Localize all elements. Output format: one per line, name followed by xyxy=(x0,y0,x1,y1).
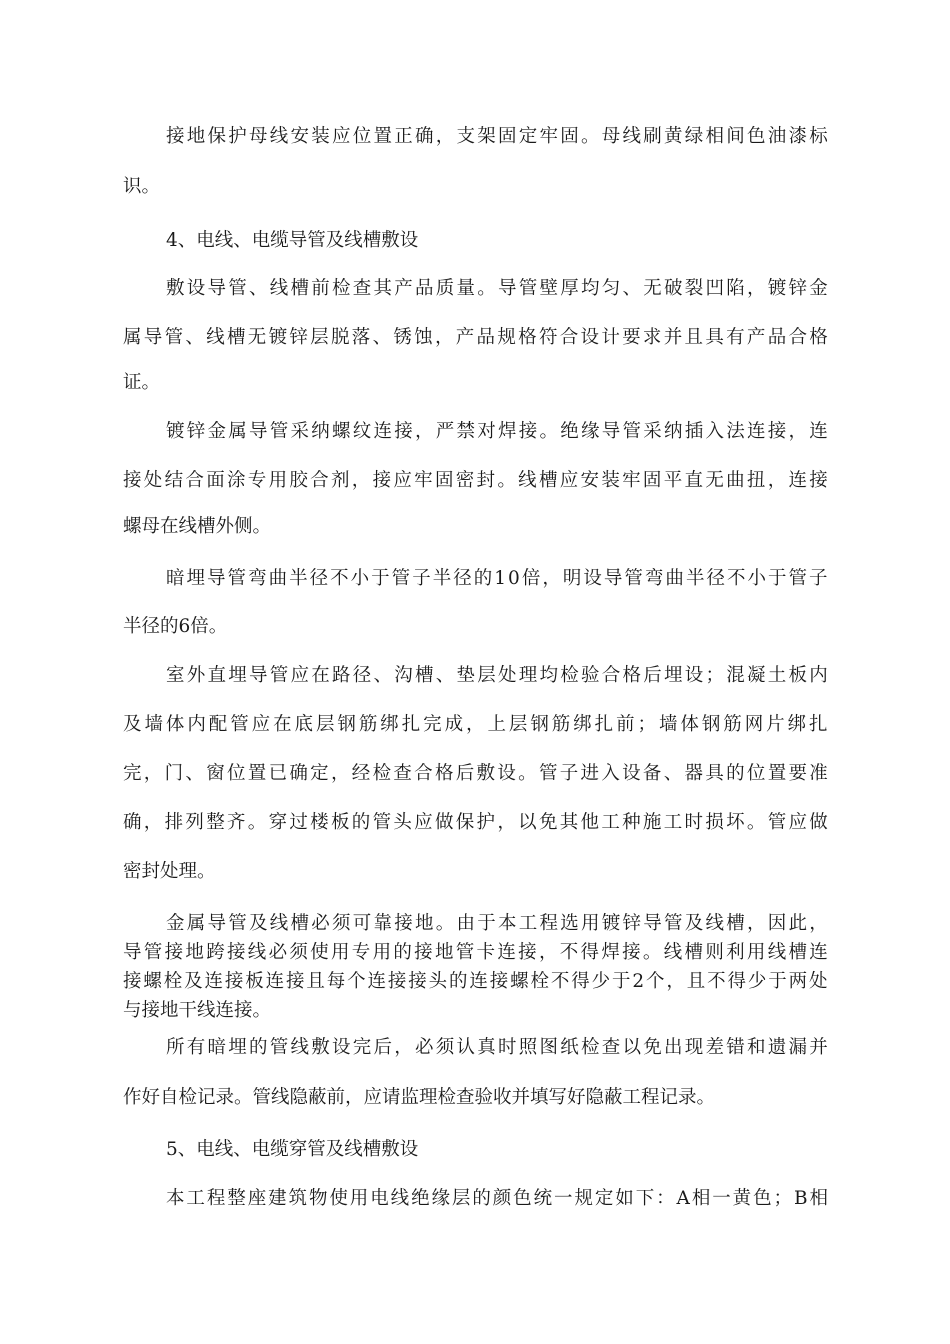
paragraph-line: 确 ， 排 列 整 齐 。 穿 过 楼 板 的 管 头 应 做 保 护 ， 以 免 其 他 工 种 施 工 时 损 坏 。 管 应 做 xyxy=(123,812,828,833)
paragraph-line: 半径的6倍。 xyxy=(123,616,228,637)
paragraph-line: 接 地 保 护 母 线 安 装 应 位 置 正 确 ， 支 架 固 定 牢 固 。 母 线 刷 黄 绿 相 间 色 油 漆 标 xyxy=(166,126,828,147)
paragraph-line: 本 工 程 整 座 建 筑 物 使 用 电 线 绝 缘 层 的 颜 色 统 一 规 定 如 下 ： A 相 一 黄 色 ； B 相 xyxy=(166,1188,828,1209)
paragraph-line: 识。 xyxy=(123,176,161,197)
section-heading: 4、电线、电缆导管及线槽敷设 xyxy=(166,230,419,251)
paragraph-line: 与接地干线连接。 xyxy=(123,1000,272,1021)
paragraph-line: 属 导 管 、 线 槽 无 镀 锌 层 脱 落 、 锈 蚀 ， 产 品 规 格 符 合 设 计 要 求 并 且 具 有 产 品 合 格 xyxy=(123,327,828,348)
paragraph-line: 螺母在线槽外侧。 xyxy=(123,516,272,537)
paragraph-line: 密封处理。 xyxy=(123,861,216,882)
paragraph-line: 镀 锌 金 属 导 管 采 纳 螺 纹 连 接 ， 严 禁 对 焊 接 。 绝 缘 导 管 采 纳 插 入 法 连 接 ， 连 xyxy=(166,421,828,442)
paragraph-line: 证。 xyxy=(123,372,161,393)
paragraph-line: 金 属 导 管 及 线 槽 必 须 可 靠 接 地 。 由 于 本 工 程 选 用 镀 锌 导 管 及 线 槽 ， 因 此 ， xyxy=(166,913,828,934)
paragraph-line: 接 螺 栓 及 连 接 板 连 接 且 每 个 连 接 接 头 的 连 接 螺 栓 不 得 少 于 2 个 ， 且 不 得 少 于 两 处 xyxy=(123,971,828,992)
section-heading: 5、电线、电缆穿管及线槽敷设 xyxy=(166,1139,419,1160)
paragraph-line: 敷 设 导 管 、 线 槽 前 检 查 其 产 品 质 量 。 导 管 壁 厚 均 匀 、 无 破 裂 凹 陷 ， 镀 锌 金 xyxy=(166,278,828,299)
paragraph-line: 导 管 接 地 跨 接 线 必 须 使 用 专 用 的 接 地 管 卡 连 接 ， 不 得 焊 接 。 线 槽 则 利 用 线 槽 连 xyxy=(123,942,828,963)
paragraph-line: 暗 埋 导 管 弯 曲 半 径 不 小 于 管 子 半 径 的 1 0 倍 ， 明 设 导 管 弯 曲 半 径 不 小 于 管 子 xyxy=(166,568,828,589)
paragraph-line: 接 处 结 合 面 涂 专 用 胶 合 剂 ， 接 应 牢 固 密 封 。 线 槽 应 安 装 牢 固 平 直 无 曲 扭 ， 连 接 xyxy=(123,470,828,491)
paragraph-line: 完 ， 门 、 窗 位 置 已 确 定 ， 经 检 查 合 格 后 敷 设 。 管 子 进 入 设 备 、 器 具 的 位 置 要 准 xyxy=(123,763,828,784)
paragraph-line: 作好自检记录。管线隐蔽前，应请监理检查验收并填写好隐蔽工程记录。 xyxy=(123,1087,716,1108)
paragraph-line: 及 墙 体 内 配 管 应 在 底 层 钢 筋 绑 扎 完 成 ， 上 层 钢 筋 绑 扎 前 ； 墙 体 钢 筋 网 片 绑 扎 xyxy=(123,714,828,735)
paragraph-line: 室 外 直 埋 导 管 应 在 路 径 、 沟 槽 、 垫 层 处 理 均 检 验 合 格 后 埋 设 ； 混 凝 土 板 内 xyxy=(166,665,828,686)
paragraph-line: 所 有 暗 埋 的 管 线 敷 设 完 后 ， 必 须 认 真 时 照 图 纸 检 查 以 免 出 现 差 错 和 遗 漏 并 xyxy=(166,1037,828,1058)
